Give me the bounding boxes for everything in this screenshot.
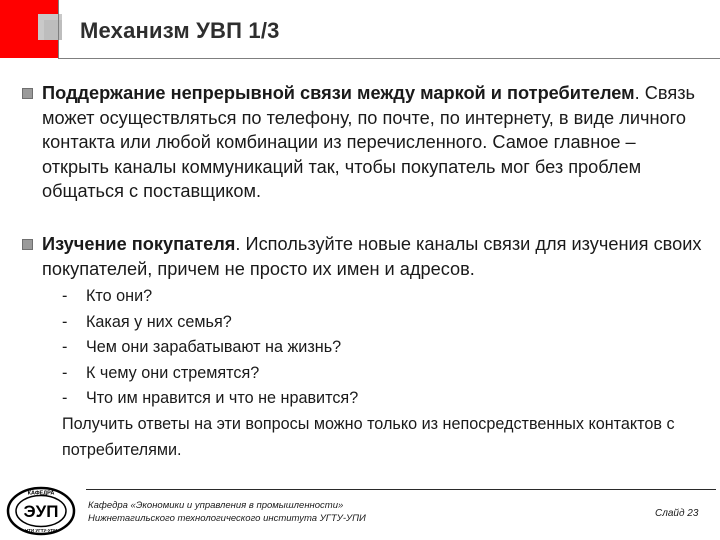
dash-icon: - (62, 363, 68, 382)
department-logo (6, 486, 76, 536)
footer-line-1: Кафедра «Экономики и управления в промышленности» (88, 500, 344, 511)
dash-icon: - (62, 338, 68, 356)
list-item (62, 361, 358, 387)
footer-divider (86, 489, 716, 490)
bullet-2-body: . Используйте новые каналы связи для изучения своих покупателей, причем не просто их имен и адресов. (42, 234, 702, 279)
dash-icon: - (62, 312, 68, 331)
question-text: К чему они стремятся? (86, 363, 260, 382)
footer-line-2: Нижнетагильского технологического института УГТУ-УПИ (88, 512, 366, 524)
bullet-square-icon (22, 239, 33, 250)
slide-title: Механизм УВП 1/3 (80, 18, 280, 43)
list-item (62, 284, 358, 310)
list-item (62, 310, 358, 336)
bullet-text-1 (42, 81, 702, 204)
logo-bottom-text: НТИ УГТУ-УПИ (24, 528, 58, 533)
bullet-2-heading: Изучение покупателя (42, 234, 236, 254)
footer-caption (88, 500, 366, 525)
title-divider (58, 58, 720, 59)
slide-number: Слайд 23 (655, 508, 699, 519)
question-text: Что им нравится и что не нравится? (86, 389, 359, 407)
bullet-item-1 (22, 81, 702, 204)
bullet-square-icon (22, 88, 33, 99)
bullet-1-body: . Связь может осуществляться по телефону, по почте, по интернету, в виде личного контакта или любой комбинации из перечисленного. Самое главное – открыть каналы коммуникаций так, чтобы покупатель мог без проблем общаться с поставщиком. (42, 83, 696, 201)
bullet-1-heading: Поддержание непрерывной связи между маркой и потребителем (42, 83, 635, 103)
list-item (62, 335, 358, 361)
question-text: Чем они зарабатывают на жизнь? (86, 338, 342, 356)
list-item (62, 386, 358, 412)
bullet-item-2 (22, 232, 702, 281)
dash-icon: - (62, 389, 68, 407)
conclusion-text: Получить ответы на эти вопросы можно только из непосредственных контактов с потребителями. (62, 415, 675, 459)
question-text: Какая у них семья? (86, 312, 232, 331)
dash-icon: - (62, 287, 68, 305)
question-text: Кто они? (86, 287, 153, 305)
questions-list (62, 284, 358, 412)
title-vertical-rule (58, 0, 59, 58)
logo-top-text: КАФЕДРА (27, 490, 55, 497)
logo-main-text: ЭУП (23, 502, 59, 521)
bullet-text-2 (42, 232, 702, 281)
